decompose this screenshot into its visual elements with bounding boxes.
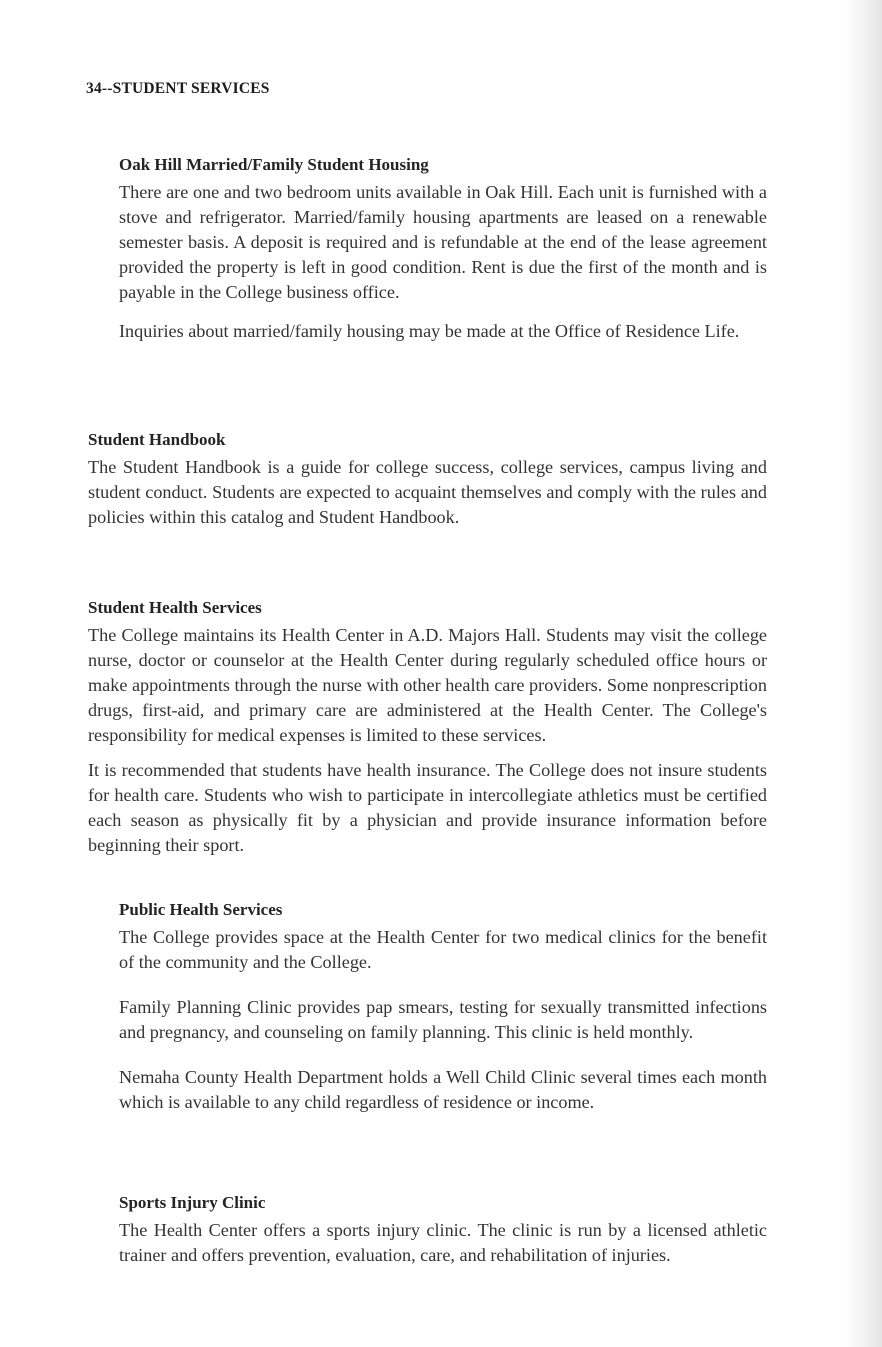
sports-injury-clinic-section	[119, 1192, 767, 1268]
health-center-paragraph: The College maintains its Health Center in A.D. Majors Hall. Students may visit the college nurse, doctor or counselor at the Health Center during regularly scheduled office hours or make appointments through the nurse with other health care providers. Some nonprescription drugs, first-aid, and primary care are administered at the Health Center. The College's responsibility for medical expenses is limited to these services.	[88, 625, 767, 745]
health-insurance-paragraph: It is recommended that students have health insurance. The College does not insure students for health care. Students who wish to participate in intercollegiate athletics must be certified each season as physically fit by a physician and provide insurance information before beginning their sport.	[88, 760, 767, 855]
public-health-intro-paragraph: The College provides space at the Health Center for two medical clinics for the benefit of the community and the College.	[119, 927, 767, 972]
sports-injury-clinic-paragraph: The Health Center offers a sports injury clinic. The clinic is run by a licensed athletic trainer and offers prevention, evaluation, care, and rehabilitation of injuries.	[119, 1220, 767, 1265]
public-health-services-heading: Public Health Services	[119, 900, 283, 919]
student-handbook-heading: Student Handbook	[88, 430, 226, 449]
student-handbook-section	[88, 429, 767, 530]
student-health-services-heading: Student Health Services	[88, 598, 262, 617]
family-planning-paragraph: Family Planning Clinic provides pap smears, testing for sexually transmitted infections and pregnancy, and counseling on family planning. This clinic is held monthly.	[119, 997, 767, 1042]
student-health-services-section	[88, 597, 767, 858]
public-health-services-section	[119, 899, 767, 1115]
oak-hill-inquiries-paragraph: Inquiries about married/family housing may be made at the Office of Residence Life.	[119, 321, 740, 341]
oak-hill-paragraph: There are one and two bedroom units available in Oak Hill. Each unit is furnished with a stove and refrigerator. Married/family housing apartments are leased on a renewable semester basis. A deposit is required and is refundable at the end of the lease agreement provided the property is left in good condition. Rent is due the first of the month and is payable in the College business office.	[119, 182, 767, 302]
well-child-clinic-paragraph: Nemaha County Health Department holds a Well Child Clinic several times each month which is available to any child regardless of residence or income.	[119, 1067, 767, 1112]
oak-hill-housing-section	[119, 154, 767, 344]
running-head: 34--STUDENT SERVICES	[86, 80, 270, 97]
student-handbook-paragraph: The Student Handbook is a guide for college success, college services, campus living and student conduct. Students are expected to acquaint themselves and comply with the rules and policies within this catalog and Student Handbook.	[88, 457, 767, 527]
oak-hill-heading: Oak Hill Married/Family Student Housing	[119, 155, 429, 174]
sports-injury-clinic-heading: Sports Injury Clinic	[119, 1193, 266, 1212]
